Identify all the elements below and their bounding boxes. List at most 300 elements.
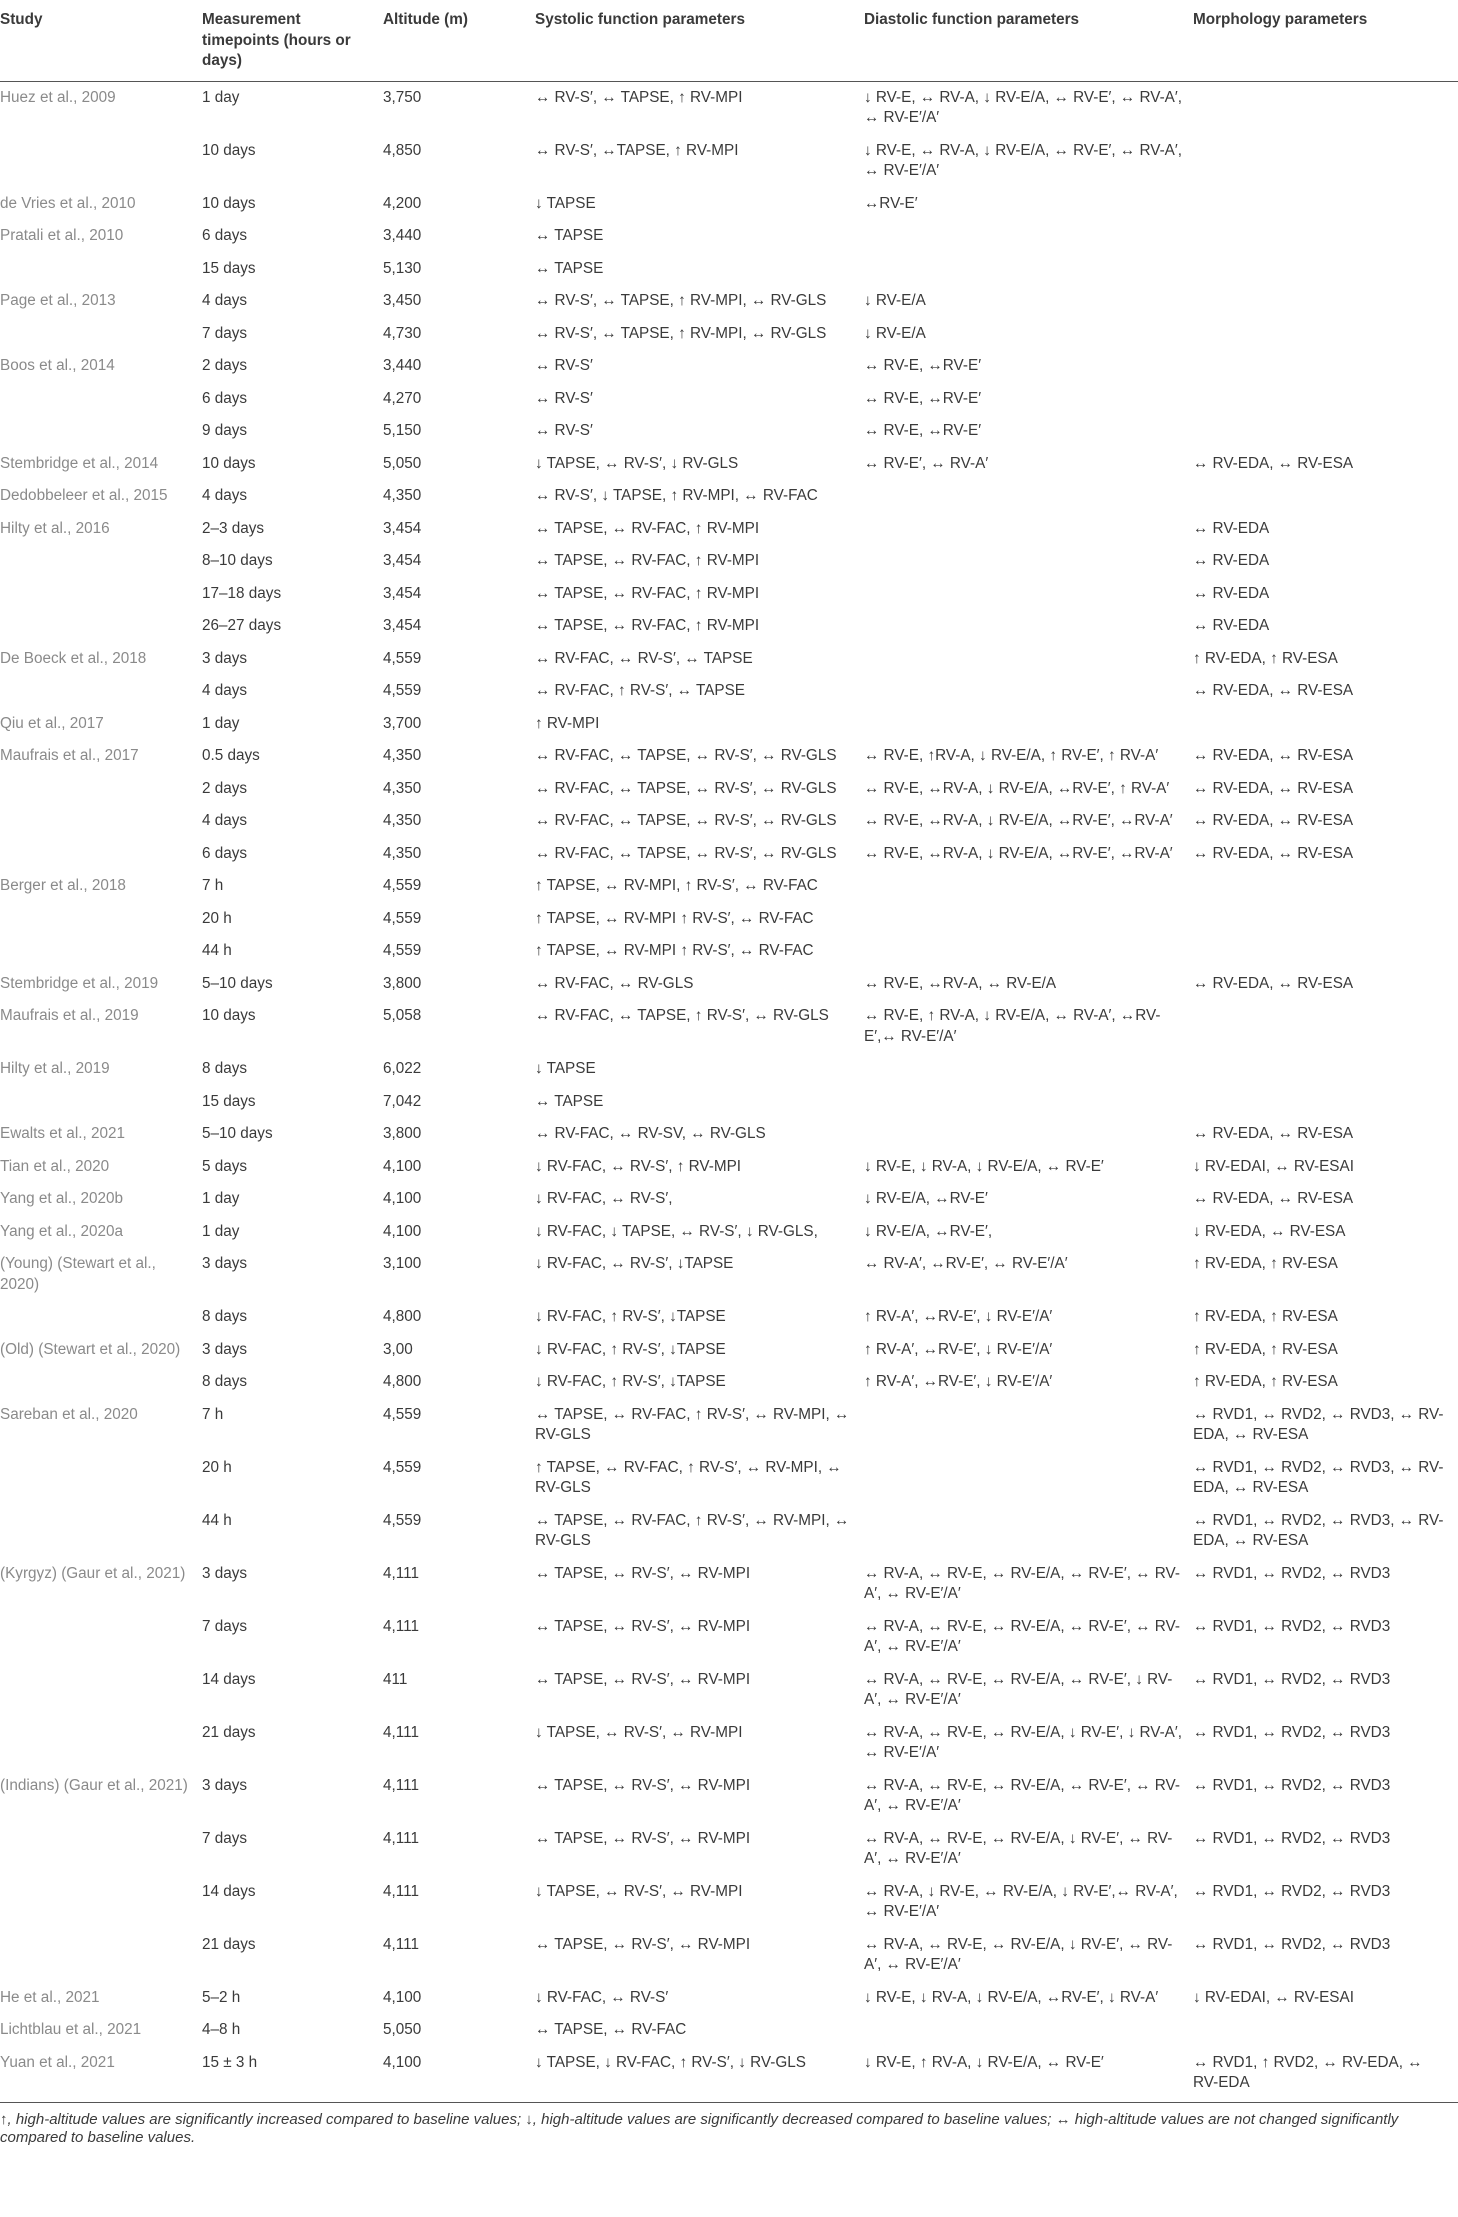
cell-diastolic bbox=[864, 903, 1193, 936]
cell-study: Lichtblau et al., 2021 bbox=[0, 2021, 142, 2038]
cell-diastolic bbox=[864, 1086, 1193, 1119]
cell-altitude: 4,111 bbox=[383, 1829, 420, 1847]
cell-altitude: 3,454 bbox=[383, 552, 422, 569]
cell-study: (Old) (Stewart et al., 2020) bbox=[0, 1340, 181, 1358]
table-row bbox=[0, 740, 1458, 773]
cell-timepoint: 14 days bbox=[202, 1882, 256, 1900]
header-study: Study bbox=[0, 4, 202, 81]
cell-systolic: ↓ RV-FAC, ↔ RV-S′, ↑ RV-MPI bbox=[535, 1157, 742, 1175]
cell-study: Tian et al., 2020 bbox=[0, 1157, 110, 1175]
table-row bbox=[0, 1086, 1458, 1119]
cell-timepoint: 10 days bbox=[202, 1007, 256, 1024]
cell-timepoint: 26–27 days bbox=[202, 617, 282, 634]
cell-diastolic: ↓ RV-E, ↑ RV-A, ↓ RV-E/A, ↔ RV-E′ bbox=[864, 2047, 1193, 2103]
cell-timepoint: 7 days bbox=[202, 324, 248, 342]
cell-altitude: 4,559 bbox=[383, 1458, 422, 1476]
cell-morphology bbox=[1193, 708, 1458, 741]
table-row bbox=[0, 838, 1458, 871]
cell-diastolic: ↓ RV-E/A, ↔RV-E′ bbox=[864, 1190, 988, 1207]
cell-diastolic bbox=[864, 870, 1193, 903]
table-footnote: ↑, high-altitude values are significantly increased compared to baseline values; ↓, high-altitude values are significantly decreased compared to baseline values; ↔ high-altitude values are not changed significantly compared to baseline values. bbox=[0, 2111, 1399, 2146]
table-row bbox=[0, 480, 1458, 513]
cell-systolic: ↔ TAPSE, ↔ RV-FAC, ↑ RV-MPI bbox=[535, 617, 760, 634]
cell-study: Hilty et al., 2019 bbox=[0, 1060, 110, 1077]
cell-altitude: 7,042 bbox=[383, 1092, 422, 1110]
cell-systolic: ↔ TAPSE, ↔ RV-S′, ↔ RV-MPI bbox=[535, 1829, 751, 1847]
cell-study bbox=[0, 383, 202, 416]
cell-altitude: 4,111 bbox=[383, 1935, 420, 1953]
cell-systolic: ↔ TAPSE bbox=[535, 227, 604, 244]
cell-morphology: ↔ RVD1, ↔ RVD2, ↔ RVD3 bbox=[1193, 1776, 1391, 1794]
cell-altitude: 4,270 bbox=[383, 389, 422, 407]
cell-study bbox=[0, 1301, 202, 1334]
cell-study: He et al., 2021 bbox=[0, 1988, 100, 2006]
cell-morphology: ↔ RV-EDA bbox=[1193, 617, 1270, 634]
cell-study: Huez et al., 2009 bbox=[0, 88, 116, 106]
cell-systolic: ↔ RV-S′ bbox=[535, 357, 593, 374]
cell-morphology: ↔ RV-EDA, ↔ RV-ESA bbox=[1193, 812, 1354, 829]
cell-study bbox=[0, 1664, 202, 1717]
cell-diastolic: ↓ RV-E, ↔ RV-A, ↓ RV-E/A, ↔ RV-E′, ↔ RV-A′, ↔ RV-E′/A′ bbox=[864, 141, 1183, 179]
cell-timepoint: 5–10 days bbox=[202, 1125, 273, 1142]
cell-altitude: 411 bbox=[383, 1670, 408, 1688]
cell-diastolic: ↓ RV-E/A bbox=[864, 324, 926, 342]
cell-altitude: 3,440 bbox=[383, 357, 422, 374]
table-row bbox=[0, 1399, 1458, 1452]
table-row bbox=[0, 1118, 1458, 1151]
cell-systolic: ↑ RV-MPI bbox=[535, 714, 600, 732]
cell-systolic: ↓ RV-FAC, ↑ RV-S′, ↓TAPSE bbox=[535, 1373, 726, 1390]
cell-morphology: ↔ RV-EDA, ↔ RV-ESA bbox=[1193, 1125, 1354, 1142]
cell-diastolic: ↔ RV-E, ↔RV-E′ bbox=[864, 357, 982, 374]
cell-study: (Young) (Stewart et al., 2020) bbox=[0, 1255, 156, 1293]
cell-systolic: ↔ RV-S′, ↔ TAPSE, ↑ RV-MPI, ↔ RV-GLS bbox=[535, 292, 827, 309]
cell-altitude: 5,150 bbox=[383, 422, 422, 439]
cell-morphology: ↔ RV-EDA, ↔ RV-ESA bbox=[1193, 974, 1354, 992]
cell-systolic: ↔ TAPSE, ↔ RV-FAC, ↑ RV-MPI bbox=[535, 552, 760, 569]
cell-systolic: ↓ TAPSE, ↔ RV-S′, ↓ RV-GLS bbox=[535, 454, 739, 472]
cell-diastolic bbox=[864, 253, 1193, 286]
table-row bbox=[0, 285, 1458, 318]
cell-altitude: 5,050 bbox=[383, 2021, 422, 2038]
cell-morphology bbox=[1193, 135, 1458, 188]
cell-systolic: ↔ RV-FAC, ↔ TAPSE, ↔ RV-S′, ↔ RV-GLS bbox=[535, 812, 837, 829]
cell-altitude: 4,559 bbox=[383, 1511, 422, 1529]
cell-timepoint: 10 days bbox=[202, 454, 256, 472]
cell-diastolic: ↓ RV-E/A bbox=[864, 292, 926, 309]
cell-systolic: ↔ RV-FAC, ↔ RV-GLS bbox=[535, 974, 694, 992]
cell-systolic: ↔ RV-S′ bbox=[535, 422, 593, 439]
cell-timepoint: 7 days bbox=[202, 1617, 248, 1635]
cell-altitude: 3,750 bbox=[383, 88, 422, 106]
cell-altitude: 4,100 bbox=[383, 1222, 422, 1240]
cell-systolic: ↔ RV-FAC, ↔ TAPSE, ↑ RV-S′, ↔ RV-GLS bbox=[535, 1007, 829, 1024]
cell-diastolic bbox=[864, 1452, 1193, 1505]
cell-timepoint: 3 days bbox=[202, 1564, 248, 1582]
header-systolic: Systolic function parameters bbox=[535, 4, 864, 81]
cell-altitude: 3,800 bbox=[383, 1125, 422, 1142]
cell-morphology bbox=[1193, 1053, 1458, 1086]
cell-morphology bbox=[1193, 383, 1458, 416]
cell-altitude: 3,450 bbox=[383, 292, 422, 309]
cell-study: Dedobbeleer et al., 2015 bbox=[0, 487, 168, 504]
cell-systolic: ↓ TAPSE, ↔ RV-S′, ↔ RV-MPI bbox=[535, 1723, 743, 1741]
cell-altitude: 5,050 bbox=[383, 454, 422, 472]
cell-diastolic: ↔ RV-E, ↔RV-E′ bbox=[864, 422, 982, 439]
header-diastolic: Diastolic function parameters bbox=[864, 4, 1193, 81]
cell-study bbox=[0, 1452, 202, 1505]
cell-study bbox=[0, 1086, 202, 1119]
table-row bbox=[0, 643, 1458, 676]
table-row bbox=[0, 968, 1458, 1001]
cell-study: Hilty et al., 2016 bbox=[0, 519, 110, 537]
cell-timepoint: 4 days bbox=[202, 487, 248, 504]
cell-study: Sareban et al., 2020 bbox=[0, 1405, 138, 1423]
cell-morphology: ↔ RV-EDA, ↔ RV-ESA bbox=[1193, 1190, 1354, 1207]
cell-diastolic bbox=[864, 1505, 1193, 1558]
table-row bbox=[0, 1248, 1458, 1301]
cell-systolic: ↓ RV-FAC, ↔ RV-S′, bbox=[535, 1190, 673, 1207]
cell-study bbox=[0, 838, 202, 871]
cell-morphology: ↔ RV-EDA bbox=[1193, 552, 1270, 569]
cell-morphology bbox=[1193, 2014, 1458, 2047]
cell-systolic: ↓ TAPSE bbox=[535, 194, 596, 212]
cell-systolic: ↔ TAPSE, ↔ RV-FAC, ↑ RV-S′, ↔ RV-MPI, ↔ RV-GLS bbox=[535, 1511, 850, 1549]
cell-morphology: ↔ RVD1, ↔ RVD2, ↔ RVD3 bbox=[1193, 1564, 1391, 1582]
cell-morphology bbox=[1193, 350, 1458, 383]
cell-diastolic: ↔ RV-A, ↔ RV-E, ↔ RV-E/A, ↔ RV-E′, ↓ RV-A′, ↔ RV-E′/A′ bbox=[864, 1670, 1173, 1708]
table-row bbox=[0, 1876, 1458, 1929]
cell-diastolic: ↔RV-E′ bbox=[864, 194, 918, 212]
cell-systolic: ↔ TAPSE, ↔ RV-S′, ↔ RV-MPI bbox=[535, 1670, 751, 1688]
cell-diastolic bbox=[864, 578, 1193, 611]
cell-diastolic bbox=[864, 1118, 1193, 1151]
cell-timepoint: 10 days bbox=[202, 194, 256, 212]
cell-systolic: ↔ RV-FAC, ↔ RV-S′, ↔ TAPSE bbox=[535, 649, 753, 667]
table-row bbox=[0, 1151, 1458, 1184]
cell-morphology bbox=[1193, 480, 1458, 513]
cell-study bbox=[0, 610, 202, 643]
cell-timepoint: 44 h bbox=[202, 942, 232, 959]
cell-systolic: ↔ RV-S′, ↔ TAPSE, ↑ RV-MPI, ↔ RV-GLS bbox=[535, 324, 827, 342]
cell-timepoint: 15 ± 3 h bbox=[202, 2047, 383, 2103]
results-table bbox=[0, 4, 1458, 2103]
header-altitude: Altitude (m) bbox=[383, 4, 535, 81]
cell-study bbox=[0, 935, 202, 968]
cell-altitude: 5,058 bbox=[383, 1007, 422, 1024]
table-row bbox=[0, 1664, 1458, 1717]
table-row bbox=[0, 1334, 1458, 1367]
cell-timepoint: 3 days bbox=[202, 1255, 248, 1272]
cell-study bbox=[0, 545, 202, 578]
cell-timepoint: 15 days bbox=[202, 1092, 256, 1110]
cell-diastolic bbox=[864, 610, 1193, 643]
table-row bbox=[0, 415, 1458, 448]
cell-altitude: 4,350 bbox=[383, 779, 422, 797]
cell-morphology: ↔ RVD1, ↔ RVD2, ↔ RVD3, ↔ RV-EDA, ↔ RV-ESA bbox=[1193, 1405, 1444, 1443]
cell-timepoint: 17–18 days bbox=[202, 584, 282, 602]
cell-morphology bbox=[1193, 220, 1458, 253]
cell-altitude: 3,00 bbox=[383, 1340, 413, 1358]
table-row bbox=[0, 448, 1458, 481]
cell-morphology: ↔ RVD1, ↔ RVD2, ↔ RVD3 bbox=[1193, 1723, 1391, 1741]
cell-morphology: ↔ RV-EDA, ↔ RV-ESA bbox=[1193, 779, 1354, 797]
cell-timepoint: 5–10 days bbox=[202, 974, 273, 992]
cell-study: (Kyrgyz) (Gaur et al., 2021) bbox=[0, 1564, 186, 1582]
cell-study: Pratali et al., 2010 bbox=[0, 227, 124, 244]
cell-systolic: ↔ TAPSE, ↔ RV-FAC, ↑ RV-MPI bbox=[535, 584, 760, 602]
cell-timepoint: 5–2 h bbox=[202, 1988, 241, 2006]
cell-timepoint: 8 days bbox=[202, 1060, 248, 1077]
cell-altitude: 4,100 bbox=[383, 1190, 422, 1207]
cell-timepoint: 7 h bbox=[202, 877, 224, 894]
table-row bbox=[0, 1770, 1458, 1823]
cell-systolic: ↔ TAPSE, ↔ RV-FAC bbox=[535, 2021, 687, 2038]
cell-timepoint: 3 days bbox=[202, 1776, 248, 1794]
cell-morphology: ↑ RV-EDA, ↑ RV-ESA bbox=[1193, 649, 1338, 667]
cell-altitude: 3,800 bbox=[383, 974, 422, 992]
cell-systolic: ↔ RV-FAC, ↔ TAPSE, ↔ RV-S′, ↔ RV-GLS bbox=[535, 779, 837, 797]
table-row bbox=[0, 220, 1458, 253]
cell-timepoint: 1 day bbox=[202, 714, 240, 732]
cell-altitude: 4,800 bbox=[383, 1308, 422, 1325]
cell-systolic: ↑ TAPSE, ↔ RV-MPI, ↑ RV-S′, ↔ RV-FAC bbox=[535, 877, 818, 894]
cell-morphology: ↔ RVD1, ↔ RVD2, ↔ RVD3 bbox=[1193, 1829, 1391, 1847]
cell-morphology: ↑ RV-EDA, ↑ RV-ESA bbox=[1193, 1255, 1338, 1272]
cell-diastolic: ↔ RV-E, ↔RV-E′ bbox=[864, 389, 982, 407]
cell-study bbox=[0, 1717, 202, 1770]
cell-study bbox=[0, 1876, 202, 1929]
cell-morphology bbox=[1193, 415, 1458, 448]
table-row bbox=[0, 935, 1458, 968]
cell-morphology bbox=[1193, 1086, 1458, 1119]
cell-systolic: ↔ RV-FAC, ↑ RV-S′, ↔ TAPSE bbox=[535, 682, 746, 699]
cell-study bbox=[0, 903, 202, 936]
cell-systolic: ↓ RV-FAC, ↑ RV-S′, ↓TAPSE bbox=[535, 1308, 726, 1325]
cell-morphology: ↔ RVD1, ↔ RVD2, ↔ RVD3 bbox=[1193, 1670, 1391, 1688]
table-row bbox=[0, 1301, 1458, 1334]
table-header bbox=[0, 4, 1458, 81]
table-row bbox=[0, 1452, 1458, 1505]
cell-timepoint: 6 days bbox=[202, 227, 248, 244]
cell-study: Maufrais et al., 2019 bbox=[0, 1007, 139, 1024]
table-row bbox=[0, 1000, 1458, 1053]
table-row bbox=[0, 135, 1458, 188]
cell-altitude: 4,730 bbox=[383, 324, 422, 342]
table-row bbox=[0, 81, 1458, 135]
table-row bbox=[0, 318, 1458, 351]
cell-morphology: ↑ RV-EDA, ↑ RV-ESA bbox=[1193, 1373, 1338, 1390]
cell-diastolic bbox=[864, 1053, 1193, 1086]
table-row bbox=[0, 708, 1458, 741]
cell-systolic: ↓ RV-FAC, ↔ RV-S′ bbox=[535, 1988, 669, 2006]
cell-diastolic bbox=[864, 480, 1193, 513]
cell-morphology: ↔ RVD1, ↔ RVD2, ↔ RVD3, ↔ RV-EDA, ↔ RV-ESA bbox=[1193, 1458, 1444, 1496]
cell-altitude: 4,111 bbox=[383, 1776, 420, 1794]
table-row bbox=[0, 188, 1458, 221]
cell-systolic: ↓ TAPSE, ↓ RV-FAC, ↑ RV-S′, ↓ RV-GLS bbox=[535, 2047, 864, 2103]
cell-study: Stembridge et al., 2014 bbox=[0, 454, 159, 472]
cell-timepoint: 0.5 days bbox=[202, 747, 260, 764]
cell-morphology: ↔ RV-EDA, ↔ RV-ESA bbox=[1193, 747, 1354, 764]
cell-study: Page et al., 2013 bbox=[0, 292, 116, 309]
cell-timepoint: 4 days bbox=[202, 812, 248, 829]
cell-study bbox=[0, 253, 202, 286]
cell-altitude: 5,130 bbox=[383, 259, 422, 277]
cell-altitude: 4,559 bbox=[383, 649, 422, 667]
cell-timepoint: 8 days bbox=[202, 1373, 248, 1390]
cell-timepoint: 21 days bbox=[202, 1723, 256, 1741]
cell-diastolic bbox=[864, 545, 1193, 578]
cell-altitude: 4,350 bbox=[383, 844, 422, 862]
table-row bbox=[0, 350, 1458, 383]
cell-diastolic bbox=[864, 643, 1193, 676]
cell-altitude: 4,100 bbox=[383, 1988, 422, 2006]
cell-diastolic: ↑ RV-A′, ↔RV-E′, ↓ RV-E′/A′ bbox=[864, 1340, 1053, 1358]
cell-morphology: ↑ RV-EDA, ↑ RV-ESA bbox=[1193, 1308, 1338, 1325]
cell-study: Yang et al., 2020a bbox=[0, 1222, 124, 1240]
header-timepoints: Measurement timepoints (hours or days) bbox=[202, 4, 383, 81]
cell-altitude: 4,100 bbox=[383, 2047, 535, 2103]
cell-systolic: ↔ RV-S′, ↔ TAPSE, ↑ RV-MPI bbox=[535, 88, 743, 106]
cell-systolic: ↔ RV-S′ bbox=[535, 389, 593, 407]
cell-altitude: 4,350 bbox=[383, 747, 422, 764]
cell-diastolic: ↔ RV-A, ↔ RV-E, ↔ RV-E/A, ↔ RV-E′, ↔ RV-A′, ↔ RV-E′/A′ bbox=[864, 1617, 1180, 1655]
cell-morphology: ↔ RVD1, ↔ RVD2, ↔ RVD3 bbox=[1193, 1617, 1391, 1635]
cell-study bbox=[0, 1505, 202, 1558]
cell-diastolic: ↔ RV-A, ↔ RV-E, ↔ RV-E/A, ↓ RV-E′, ↔ RV-A′, ↔ RV-E′/A′ bbox=[864, 1935, 1173, 1973]
cell-altitude: 3,454 bbox=[383, 617, 422, 634]
cell-altitude: 4,800 bbox=[383, 1373, 422, 1390]
cell-altitude: 4,200 bbox=[383, 194, 422, 212]
cell-systolic: ↔ TAPSE, ↔ RV-S′, ↔ RV-MPI bbox=[535, 1617, 751, 1635]
table-row bbox=[0, 610, 1458, 643]
cell-systolic: ↓ TAPSE bbox=[535, 1060, 596, 1077]
cell-diastolic: ↔ RV-E, ↔RV-A, ↓ RV-E/A, ↔RV-E′, ↔RV-A′ bbox=[864, 812, 1173, 829]
cell-altitude: 3,700 bbox=[383, 714, 422, 732]
cell-altitude: 3,100 bbox=[383, 1255, 422, 1272]
cell-diastolic bbox=[864, 2014, 1193, 2047]
cell-altitude: 4,111 bbox=[383, 1723, 420, 1741]
table-row bbox=[0, 773, 1458, 806]
cell-morphology bbox=[1193, 285, 1458, 318]
cell-timepoint: 44 h bbox=[202, 1511, 232, 1529]
table-row bbox=[0, 1611, 1458, 1664]
cell-timepoint: 4 days bbox=[202, 292, 248, 309]
cell-timepoint: 1 day bbox=[202, 88, 240, 106]
cell-morphology: ↔ RVD1, ↔ RVD2, ↔ RVD3 bbox=[1193, 1935, 1391, 1953]
table-row bbox=[0, 1505, 1458, 1558]
cell-timepoint: 15 days bbox=[202, 259, 256, 277]
cell-study bbox=[0, 1611, 202, 1664]
cell-timepoint: 4 days bbox=[202, 682, 248, 699]
cell-timepoint: 20 h bbox=[202, 1458, 232, 1476]
cell-altitude: 4,111 bbox=[383, 1882, 420, 1900]
cell-timepoint: 20 h bbox=[202, 909, 232, 927]
cell-morphology bbox=[1193, 1000, 1458, 1053]
cell-diastolic: ↔ RV-A, ↔ RV-E, ↔ RV-E/A, ↔ RV-E′, ↔ RV-A′, ↔ RV-E′/A′ bbox=[864, 1564, 1180, 1602]
cell-diastolic bbox=[864, 1399, 1193, 1452]
cell-systolic: ↓ TAPSE, ↔ RV-S′, ↔ RV-MPI bbox=[535, 1882, 743, 1900]
table-row bbox=[0, 1366, 1458, 1399]
cell-diastolic bbox=[864, 708, 1193, 741]
cell-study: Yang et al., 2020b bbox=[0, 1190, 124, 1207]
table-row bbox=[0, 1558, 1458, 1611]
table-row bbox=[0, 578, 1458, 611]
cell-diastolic: ↔ RV-A, ↔ RV-E, ↔ RV-E/A, ↔ RV-E′, ↔ RV-A′, ↔ RV-E′/A′ bbox=[864, 1776, 1180, 1814]
cell-study: Berger et al., 2018 bbox=[0, 877, 126, 894]
table-row bbox=[0, 805, 1458, 838]
cell-morphology: ↓ RV-EDAI, ↔ RV-ESAI bbox=[1193, 1988, 1354, 2006]
table-row bbox=[0, 1183, 1458, 1216]
cell-diastolic: ↔ RV-E, ↔RV-A, ↓ RV-E/A, ↔RV-E′, ↔RV-A′ bbox=[864, 844, 1173, 862]
cell-morphology: ↔ RVD1, ↔ RVD2, ↔ RVD3, ↔ RV-EDA, ↔ RV-ESA bbox=[1193, 1511, 1444, 1549]
cell-altitude: 6,022 bbox=[383, 1060, 422, 1077]
cell-timepoint: 9 days bbox=[202, 422, 248, 439]
cell-timepoint: 4–8 h bbox=[202, 2021, 241, 2038]
cell-timepoint: 21 days bbox=[202, 1935, 256, 1953]
cell-altitude: 4,350 bbox=[383, 487, 422, 504]
cell-study: Maufrais et al., 2017 bbox=[0, 747, 139, 764]
cell-altitude: 4,350 bbox=[383, 812, 422, 829]
cell-diastolic: ↔ RV-A′, ↔RV-E′, ↔ RV-E′/A′ bbox=[864, 1255, 1068, 1272]
table-row bbox=[0, 1929, 1458, 1982]
table-row bbox=[0, 383, 1458, 416]
cell-systolic: ↔ TAPSE bbox=[535, 259, 604, 277]
cell-systolic: ↔ TAPSE, ↔ RV-FAC, ↑ RV-S′, ↔ RV-MPI, ↔ RV-GLS bbox=[535, 1405, 850, 1443]
cell-diastolic: ↑ RV-A′, ↔RV-E′, ↓ RV-E′/A′ bbox=[864, 1308, 1053, 1325]
cell-diastolic bbox=[864, 675, 1193, 708]
cell-altitude: 3,440 bbox=[383, 227, 422, 244]
cell-study bbox=[0, 578, 202, 611]
cell-morphology: ↓ RV-EDA, ↔ RV-ESA bbox=[1193, 1222, 1346, 1240]
cell-study bbox=[0, 1929, 202, 1982]
table-row bbox=[0, 870, 1458, 903]
table-row bbox=[0, 545, 1458, 578]
cell-study: Ewalts et al., 2021 bbox=[0, 1125, 125, 1142]
cell-altitude: 4,111 bbox=[383, 1617, 420, 1635]
cell-study bbox=[0, 318, 202, 351]
table-row bbox=[0, 513, 1458, 546]
cell-altitude: 3,454 bbox=[383, 584, 422, 602]
cell-altitude: 4,559 bbox=[383, 682, 422, 699]
cell-timepoint: 10 days bbox=[202, 141, 256, 159]
cell-systolic: ↔ TAPSE bbox=[535, 1092, 604, 1110]
cell-diastolic bbox=[864, 513, 1193, 546]
table-row bbox=[0, 1053, 1458, 1086]
cell-study bbox=[0, 675, 202, 708]
cell-morphology bbox=[1193, 318, 1458, 351]
cell-systolic: ↓ RV-FAC, ↔ RV-S′, ↓TAPSE bbox=[535, 1255, 734, 1272]
cell-morphology bbox=[1193, 81, 1458, 135]
cell-diastolic: ↔ RV-A, ↓ RV-E, ↔ RV-E/A, ↓ RV-E′,↔ RV-A′, ↔ RV-E′/A′ bbox=[864, 1882, 1178, 1920]
cell-diastolic bbox=[864, 220, 1193, 253]
cell-study: Stembridge et al., 2019 bbox=[0, 974, 159, 992]
table-row bbox=[0, 1717, 1458, 1770]
cell-systolic: ↔ RV-FAC, ↔ TAPSE, ↔ RV-S′, ↔ RV-GLS bbox=[535, 844, 837, 862]
cell-timepoint: 8–10 days bbox=[202, 552, 273, 569]
cell-morphology: ↔ RVD1, ↑ RVD2, ↔ RV-EDA, ↔ RV-EDA bbox=[1193, 2047, 1458, 2103]
cell-diastolic: ↔ RV-A, ↔ RV-E, ↔ RV-E/A, ↓ RV-E′, ↔ RV-A′, ↔ RV-E′/A′ bbox=[864, 1829, 1173, 1867]
cell-diastolic: ↓ RV-E, ↓ RV-A, ↓ RV-E/A, ↔ RV-E′ bbox=[864, 1157, 1104, 1175]
cell-timepoint: 6 days bbox=[202, 844, 248, 862]
cell-timepoint: 6 days bbox=[202, 389, 248, 407]
cell-morphology bbox=[1193, 935, 1458, 968]
cell-study bbox=[0, 773, 202, 806]
cell-systolic: ↔ RV-FAC, ↔ RV-SV, ↔ RV-GLS bbox=[535, 1125, 766, 1142]
table-row bbox=[0, 675, 1458, 708]
cell-timepoint: 5 days bbox=[202, 1157, 248, 1175]
